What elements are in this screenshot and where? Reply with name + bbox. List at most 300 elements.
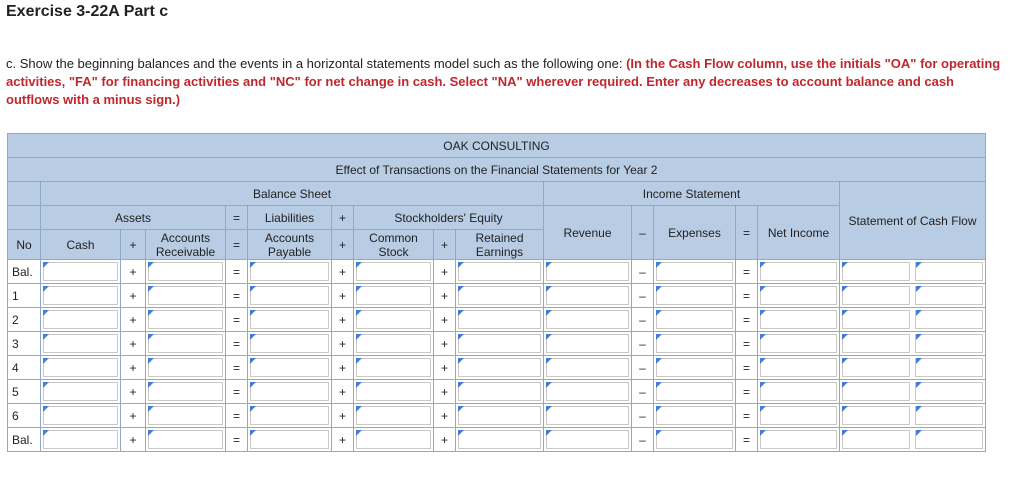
input-box[interactable]	[43, 262, 118, 281]
equals-symbol: =	[226, 230, 248, 260]
cash-flow-activity-select[interactable]	[915, 406, 983, 425]
dropdown-marker-icon	[356, 406, 362, 412]
dropdown-marker-icon	[148, 358, 154, 364]
minus-symbol: –	[632, 260, 654, 284]
plus-symbol: +	[332, 356, 354, 380]
input-box[interactable]	[356, 382, 431, 401]
net-income-input[interactable]	[758, 332, 840, 356]
input-box[interactable]	[356, 310, 431, 329]
dropdown-marker-icon	[148, 406, 154, 412]
accounts-payable-input[interactable]	[248, 332, 332, 356]
accounts-receivable-input[interactable]	[146, 332, 226, 356]
instructions	[6, 55, 1006, 109]
dropdown-marker-icon	[43, 358, 49, 364]
input-box[interactable]	[656, 310, 733, 329]
retained-earnings-input[interactable]	[456, 428, 544, 452]
input-box[interactable]	[250, 310, 329, 329]
cash-flow-activity-select[interactable]	[915, 358, 983, 377]
plus-symbol: +	[121, 428, 146, 452]
plus-symbol: +	[332, 230, 354, 260]
input-box[interactable]	[458, 382, 541, 401]
expenses-input[interactable]	[654, 380, 736, 404]
input-box[interactable]	[760, 382, 837, 401]
retained-earnings-input[interactable]	[456, 260, 544, 284]
cash-flow-activity-select[interactable]	[915, 382, 983, 401]
dropdown-marker-icon	[250, 358, 256, 364]
input-box[interactable]	[43, 358, 118, 377]
dropdown-marker-icon	[842, 382, 848, 388]
equals-symbol: =	[226, 428, 248, 452]
dropdown-marker-icon	[458, 358, 464, 364]
dropdown-marker-icon	[148, 310, 154, 316]
input-box[interactable]	[656, 358, 733, 377]
cash-input[interactable]	[41, 260, 121, 284]
dropdown-marker-icon	[916, 286, 922, 292]
revenue-input[interactable]	[544, 260, 632, 284]
dropdown-marker-icon	[356, 262, 362, 268]
plus-symbol: +	[332, 206, 354, 230]
input-box[interactable]	[250, 382, 329, 401]
dropdown-marker-icon	[43, 262, 49, 268]
input-box[interactable]	[356, 358, 431, 377]
plus-symbol: +	[332, 404, 354, 428]
input-box[interactable]	[250, 358, 329, 377]
input-box[interactable]	[656, 406, 733, 425]
dropdown-marker-icon	[842, 334, 848, 340]
equals-symbol: =	[226, 260, 248, 284]
common-stock-input[interactable]	[354, 356, 434, 380]
dropdown-marker-icon	[458, 310, 464, 316]
row-label: 6	[8, 404, 41, 428]
dropdown-marker-icon	[916, 358, 922, 364]
accounts-receivable-input[interactable]	[146, 428, 226, 452]
dropdown-marker-icon	[250, 406, 256, 412]
retained-earnings-input[interactable]	[456, 308, 544, 332]
accounts-payable-input[interactable]	[248, 260, 332, 284]
plus-symbol: +	[121, 380, 146, 404]
equals-symbol: =	[226, 332, 248, 356]
input-box[interactable]	[43, 310, 118, 329]
common-stock-input[interactable]	[354, 332, 434, 356]
input-box[interactable]	[250, 286, 329, 305]
input-box[interactable]	[148, 382, 223, 401]
retained-earnings-input[interactable]	[456, 332, 544, 356]
cash-flow-activity-select[interactable]	[915, 334, 983, 353]
plus-symbol: +	[434, 332, 456, 356]
minus-symbol: –	[632, 284, 654, 308]
common-stock-input[interactable]	[354, 404, 434, 428]
dropdown-marker-icon	[546, 430, 552, 436]
input-box[interactable]	[458, 358, 541, 377]
dropdown-marker-icon	[656, 286, 662, 292]
row-label: Bal.	[8, 260, 41, 284]
cash-input[interactable]	[41, 380, 121, 404]
common-stock-input[interactable]	[354, 428, 434, 452]
dropdown-marker-icon	[916, 262, 922, 268]
revenue-input[interactable]	[544, 284, 632, 308]
plus-symbol: +	[121, 260, 146, 284]
cash-input[interactable]	[41, 284, 121, 308]
dropdown-marker-icon	[356, 382, 362, 388]
dropdown-marker-icon	[656, 430, 662, 436]
cash-flow-cell[interactable]	[840, 308, 986, 332]
equals-symbol: =	[226, 284, 248, 308]
accounts-receivable-input[interactable]	[146, 260, 226, 284]
dropdown-marker-icon	[43, 382, 49, 388]
equals-symbol: =	[736, 284, 758, 308]
cash-flow-amount-input[interactable]	[842, 310, 910, 329]
dropdown-marker-icon	[148, 430, 154, 436]
dropdown-marker-icon	[356, 286, 362, 292]
plus-symbol: +	[121, 308, 146, 332]
expenses-input[interactable]	[654, 404, 736, 428]
dropdown-marker-icon	[760, 358, 766, 364]
row-label: 4	[8, 356, 41, 380]
table-subtitle: Effect of Transactions on the Financial Statements for Year 2	[8, 158, 986, 182]
input-box[interactable]	[148, 430, 223, 449]
cash-flow-cell[interactable]	[840, 380, 986, 404]
input-box[interactable]	[760, 262, 837, 281]
cash-flow-amount-input[interactable]	[842, 430, 910, 449]
dropdown-marker-icon	[43, 406, 49, 412]
input-box[interactable]	[43, 334, 118, 353]
page-title: Exercise 3-22A Part c	[6, 3, 169, 20]
cash-flow-activity-select[interactable]	[915, 286, 983, 305]
input-box[interactable]	[656, 382, 733, 401]
table-row	[8, 332, 986, 356]
dropdown-marker-icon	[250, 262, 256, 268]
accounts-receivable-header: Accounts Receivable	[146, 230, 226, 260]
input-box[interactable]	[546, 406, 629, 425]
revenue-input[interactable]	[544, 404, 632, 428]
cash-flow-amount-input[interactable]	[842, 334, 910, 353]
dropdown-marker-icon	[656, 358, 662, 364]
input-box[interactable]	[250, 262, 329, 281]
dropdown-marker-icon	[656, 262, 662, 268]
input-box[interactable]	[458, 406, 541, 425]
plus-symbol: +	[434, 428, 456, 452]
expenses-input[interactable]	[654, 356, 736, 380]
plus-symbol: +	[332, 428, 354, 452]
revenue-header: Revenue	[544, 206, 632, 260]
minus-symbol: –	[632, 332, 654, 356]
table-row	[8, 356, 986, 380]
cash-flow-activity-select[interactable]	[915, 262, 983, 281]
cash-flow-activity-select[interactable]	[915, 430, 983, 449]
dropdown-marker-icon	[356, 310, 362, 316]
table-row	[8, 380, 986, 404]
no-header: No	[8, 230, 41, 260]
minus-symbol: –	[632, 356, 654, 380]
row-label: Bal.	[8, 428, 41, 452]
common-stock-input[interactable]	[354, 308, 434, 332]
stockholders-equity-header: Stockholders' Equity	[354, 206, 544, 230]
row-label: 3	[8, 332, 41, 356]
equals-symbol: =	[226, 356, 248, 380]
input-box[interactable]	[760, 286, 837, 305]
accounts-receivable-input[interactable]	[146, 380, 226, 404]
input-box[interactable]	[458, 430, 541, 449]
equals-symbol: =	[736, 332, 758, 356]
plus-symbol: +	[332, 308, 354, 332]
plus-symbol: +	[434, 404, 456, 428]
equals-symbol: =	[226, 308, 248, 332]
dropdown-marker-icon	[546, 310, 552, 316]
instructions-lead: c. Show the beginning balances and the events in a horizontal statements model such as the following one:	[6, 56, 627, 71]
input-box[interactable]	[546, 262, 629, 281]
expenses-input[interactable]	[654, 260, 736, 284]
common-stock-input[interactable]	[354, 380, 434, 404]
accounts-receivable-input[interactable]	[146, 308, 226, 332]
dropdown-marker-icon	[546, 358, 552, 364]
plus-symbol: +	[332, 380, 354, 404]
cash-flow-amount-input[interactable]	[842, 286, 910, 305]
input-box[interactable]	[760, 406, 837, 425]
input-box[interactable]	[250, 406, 329, 425]
dropdown-marker-icon	[458, 430, 464, 436]
equals-symbol: =	[226, 380, 248, 404]
input-box[interactable]	[546, 334, 629, 353]
expenses-input[interactable]	[654, 428, 736, 452]
input-box[interactable]	[148, 286, 223, 305]
input-box[interactable]	[356, 406, 431, 425]
accounts-receivable-input[interactable]	[146, 356, 226, 380]
equals-symbol: =	[226, 404, 248, 428]
input-box[interactable]	[760, 358, 837, 377]
cash-flow-amount-input[interactable]	[842, 382, 910, 401]
input-box[interactable]	[546, 358, 629, 377]
retained-earnings-input[interactable]	[456, 356, 544, 380]
cash-input[interactable]	[41, 404, 121, 428]
plus-symbol: +	[121, 230, 146, 260]
cash-flow-cell[interactable]	[840, 356, 986, 380]
equals-symbol: =	[736, 356, 758, 380]
accounts-payable-input[interactable]	[248, 308, 332, 332]
accounts-payable-input[interactable]	[248, 356, 332, 380]
revenue-input[interactable]	[544, 380, 632, 404]
input-box[interactable]	[458, 334, 541, 353]
plus-symbol: +	[434, 380, 456, 404]
input-box[interactable]	[760, 310, 837, 329]
assets-header: Assets	[41, 206, 226, 230]
dropdown-marker-icon	[842, 310, 848, 316]
cash-flow-cell[interactable]	[840, 404, 986, 428]
net-income-input[interactable]	[758, 308, 840, 332]
net-income-input[interactable]	[758, 260, 840, 284]
plus-symbol: +	[434, 260, 456, 284]
common-stock-input[interactable]	[354, 260, 434, 284]
cash-flow-header: Statement of Cash Flow	[840, 182, 986, 260]
accounts-payable-input[interactable]	[248, 284, 332, 308]
dropdown-marker-icon	[656, 310, 662, 316]
plus-symbol: +	[332, 260, 354, 284]
liabilities-header: Liabilities	[248, 206, 332, 230]
equals-symbol: =	[736, 428, 758, 452]
input-box[interactable]	[148, 310, 223, 329]
equals-symbol: =	[736, 404, 758, 428]
accounts-receivable-input[interactable]	[146, 404, 226, 428]
net-income-input[interactable]	[758, 380, 840, 404]
accounts-payable-input[interactable]	[248, 380, 332, 404]
net-income-input[interactable]	[758, 356, 840, 380]
minus-symbol: –	[632, 308, 654, 332]
plus-symbol: +	[121, 332, 146, 356]
plus-symbol: +	[121, 404, 146, 428]
input-box[interactable]	[458, 262, 541, 281]
common-stock-header: Common Stock	[354, 230, 434, 260]
table-row	[8, 404, 986, 428]
input-box[interactable]	[546, 286, 629, 305]
input-box[interactable]	[458, 310, 541, 329]
dropdown-marker-icon	[43, 430, 49, 436]
revenue-input[interactable]	[544, 356, 632, 380]
retained-earnings-input[interactable]	[456, 404, 544, 428]
plus-symbol: +	[121, 284, 146, 308]
dropdown-marker-icon	[356, 358, 362, 364]
input-box[interactable]	[546, 430, 629, 449]
dropdown-marker-icon	[458, 286, 464, 292]
plus-symbol: +	[434, 230, 456, 260]
input-box[interactable]	[148, 334, 223, 353]
dropdown-marker-icon	[916, 406, 922, 412]
input-box[interactable]	[148, 406, 223, 425]
expenses-header: Expenses	[654, 206, 736, 260]
accounts-payable-header: Accounts Payable	[248, 230, 332, 260]
cash-flow-cell[interactable]	[840, 284, 986, 308]
dropdown-marker-icon	[148, 382, 154, 388]
input-box[interactable]	[356, 334, 431, 353]
dropdown-marker-icon	[546, 334, 552, 340]
common-stock-input[interactable]	[354, 284, 434, 308]
equals-symbol: =	[226, 206, 248, 230]
equals-symbol: =	[736, 260, 758, 284]
net-income-input[interactable]	[758, 284, 840, 308]
input-box[interactable]	[546, 382, 629, 401]
cash-input[interactable]	[41, 356, 121, 380]
minus-symbol: –	[632, 404, 654, 428]
table-row	[8, 428, 986, 452]
dropdown-marker-icon	[458, 382, 464, 388]
dropdown-marker-icon	[760, 262, 766, 268]
input-box[interactable]	[148, 358, 223, 377]
cash-flow-cell[interactable]	[840, 332, 986, 356]
cash-flow-amount-input[interactable]	[842, 406, 910, 425]
cash-input[interactable]	[41, 308, 121, 332]
dropdown-marker-icon	[250, 334, 256, 340]
input-box[interactable]	[250, 334, 329, 353]
revenue-input[interactable]	[544, 428, 632, 452]
dropdown-marker-icon	[760, 310, 766, 316]
dropdown-marker-icon	[250, 382, 256, 388]
input-box[interactable]	[356, 430, 431, 449]
input-box[interactable]	[760, 430, 837, 449]
input-box[interactable]	[356, 262, 431, 281]
dropdown-marker-icon	[148, 334, 154, 340]
expenses-input[interactable]	[654, 284, 736, 308]
dropdown-marker-icon	[546, 286, 552, 292]
dropdown-marker-icon	[842, 430, 848, 436]
input-box[interactable]	[250, 430, 329, 449]
minus-symbol: –	[632, 206, 654, 260]
dropdown-marker-icon	[43, 310, 49, 316]
dropdown-marker-icon	[842, 286, 848, 292]
cash-flow-activity-select[interactable]	[915, 310, 983, 329]
row-label: 1	[8, 284, 41, 308]
input-box[interactable]	[43, 382, 118, 401]
dropdown-marker-icon	[458, 406, 464, 412]
dropdown-marker-icon	[250, 430, 256, 436]
table-row	[8, 284, 986, 308]
row-label: 2	[8, 308, 41, 332]
dropdown-marker-icon	[250, 286, 256, 292]
cash-flow-amount-input[interactable]	[842, 358, 910, 377]
revenue-input[interactable]	[544, 308, 632, 332]
dropdown-marker-icon	[760, 382, 766, 388]
cash-flow-amount-input[interactable]	[842, 262, 910, 281]
dropdown-marker-icon	[458, 334, 464, 340]
balance-sheet-header: Balance Sheet	[41, 182, 544, 206]
dropdown-marker-icon	[916, 430, 922, 436]
input-box[interactable]	[656, 430, 733, 449]
revenue-input[interactable]	[544, 332, 632, 356]
minus-symbol: –	[632, 380, 654, 404]
dropdown-marker-icon	[458, 262, 464, 268]
cash-flow-cell[interactable]	[840, 260, 986, 284]
expenses-input[interactable]	[654, 332, 736, 356]
income-statement-header: Income Statement	[544, 182, 840, 206]
accounts-payable-input[interactable]	[248, 404, 332, 428]
accounts-receivable-input[interactable]	[146, 284, 226, 308]
net-income-input[interactable]	[758, 404, 840, 428]
instructions-highlight: (In the Cash Flow column, use the initials "OA" for operating activities, "FA" for financing activities and "NC" for net change in cash. Select "NA" wherever required. Enter any decreases to account balance and cash outflows with a minus sign.)	[6, 56, 1001, 107]
row-label: 5	[8, 380, 41, 404]
dropdown-marker-icon	[916, 382, 922, 388]
horizontal-statements-model	[7, 133, 986, 452]
dropdown-marker-icon	[656, 334, 662, 340]
dropdown-marker-icon	[356, 334, 362, 340]
input-box[interactable]	[43, 286, 118, 305]
accounts-payable-input[interactable]	[248, 428, 332, 452]
dropdown-marker-icon	[43, 334, 49, 340]
net-income-header: Net Income	[758, 206, 840, 260]
dropdown-marker-icon	[760, 430, 766, 436]
input-box[interactable]	[356, 286, 431, 305]
input-box[interactable]	[760, 334, 837, 353]
input-box[interactable]	[43, 406, 118, 425]
dropdown-marker-icon	[546, 382, 552, 388]
dropdown-marker-icon	[43, 286, 49, 292]
expenses-input[interactable]	[654, 308, 736, 332]
cash-input[interactable]	[41, 332, 121, 356]
plus-symbol: +	[434, 284, 456, 308]
input-box[interactable]	[458, 286, 541, 305]
company-name: OAK CONSULTING	[8, 134, 986, 158]
input-box[interactable]	[656, 262, 733, 281]
input-box[interactable]	[148, 262, 223, 281]
net-income-input[interactable]	[758, 428, 840, 452]
input-box[interactable]	[656, 334, 733, 353]
cash-input[interactable]	[41, 428, 121, 452]
dropdown-marker-icon	[760, 286, 766, 292]
plus-symbol: +	[434, 356, 456, 380]
cash-flow-cell[interactable]	[840, 428, 986, 452]
retained-earnings-input[interactable]	[456, 380, 544, 404]
table-row	[8, 260, 986, 284]
input-box[interactable]	[546, 310, 629, 329]
input-box[interactable]	[656, 286, 733, 305]
input-box[interactable]	[43, 430, 118, 449]
retained-earnings-input[interactable]	[456, 284, 544, 308]
